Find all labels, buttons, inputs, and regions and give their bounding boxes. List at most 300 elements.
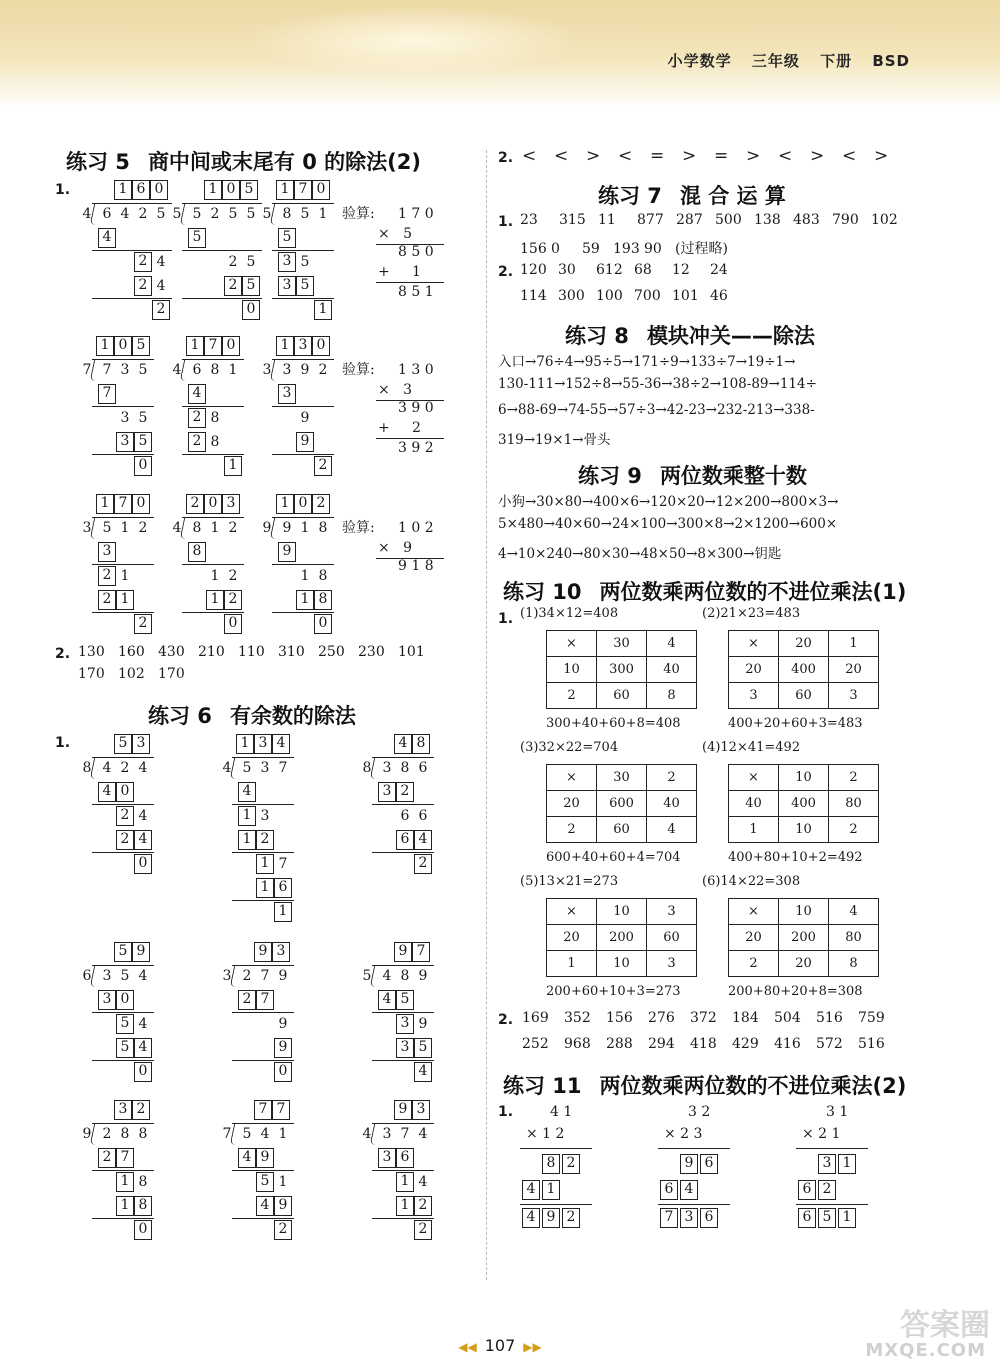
dividend-digit: 8 xyxy=(120,1126,130,1142)
grid-cell: 2 xyxy=(829,817,879,843)
step-digit: 0 xyxy=(116,990,134,1010)
dividend-digit: 8 xyxy=(138,1126,148,1142)
divisor: 4 xyxy=(362,1126,372,1142)
step-digit: 8 xyxy=(318,568,328,584)
partial-product-digit: 1 xyxy=(838,1154,856,1174)
quotient-digit: 4 xyxy=(272,734,290,754)
answer-value: 294 xyxy=(648,1036,675,1052)
long-division xyxy=(78,734,178,874)
route-line: 130-111→152÷8→55-36→38÷2→108-89→114÷ xyxy=(498,376,817,392)
column-divider xyxy=(486,150,487,1280)
ex5-q1-label: 1. xyxy=(55,182,71,198)
answer-value: 416 xyxy=(774,1036,801,1052)
step-digit: 5 xyxy=(396,990,414,1010)
rule-line xyxy=(232,900,294,901)
dividend-digit: 8 xyxy=(400,968,410,984)
answer-value: 968 xyxy=(564,1036,591,1052)
quotient-digit: 5 xyxy=(114,734,132,754)
grid-cell: 20 xyxy=(829,657,879,683)
ex11-q1-label: 1. xyxy=(498,1104,514,1120)
answer-value: 287 xyxy=(676,212,703,228)
rule-line xyxy=(92,804,154,805)
rule-line xyxy=(182,298,262,299)
partial-product-digit: 2 xyxy=(562,1154,580,1174)
rule-line xyxy=(658,1204,730,1205)
step-digit: 9 xyxy=(278,542,296,562)
rule-line xyxy=(182,564,244,565)
verify-label: 验算: xyxy=(342,520,375,536)
grid-cell: 20 xyxy=(779,951,829,977)
dividend-digit: 6 xyxy=(102,206,112,222)
rule-line xyxy=(272,298,334,299)
product-digit: 2 xyxy=(562,1208,580,1228)
quotient-digit: 2 xyxy=(186,494,204,514)
ex5-q2-answers xyxy=(78,644,458,682)
rule-line xyxy=(520,1204,592,1205)
grid-cell: 1 xyxy=(829,631,879,657)
verify-sum: 3 9 2 xyxy=(398,440,434,456)
multiplication-grid xyxy=(728,630,879,709)
route-line: 5×480→40×60→24×100→300×8→2×1200→600× xyxy=(498,516,838,532)
partial-product-digit: 3 xyxy=(818,1154,836,1174)
sum-equation: 300+40+60+8=408 xyxy=(546,716,681,731)
divisor: 3 xyxy=(222,968,232,984)
divisor: 8 xyxy=(82,760,92,776)
step-digit: 2 xyxy=(98,566,116,586)
dividend-digit: 2 xyxy=(120,760,130,776)
ex10-title-num: 练习 10 xyxy=(503,580,582,604)
sum-equation: 400+20+60+3=483 xyxy=(728,716,863,731)
grid-cell: 4 xyxy=(647,817,697,843)
answer-value: 11 xyxy=(598,212,616,228)
grid-cell: 300 xyxy=(597,657,647,683)
long-division xyxy=(78,494,178,634)
divisor: 9 xyxy=(82,1126,92,1142)
quotient-digit: 8 xyxy=(412,734,430,754)
rule-line xyxy=(372,1012,434,1013)
dividend-digit: 4 xyxy=(260,1126,270,1142)
divisor: 9 xyxy=(262,520,272,536)
rule-line xyxy=(92,454,154,455)
quotient-digit: 3 xyxy=(254,734,272,754)
step-digit: 9 xyxy=(274,1196,292,1216)
route-line: 入口→76÷4→95÷5→171÷9→133÷7→19÷1→ xyxy=(498,354,796,370)
multiplicand: 3 2 xyxy=(688,1104,711,1120)
compare-symbols xyxy=(522,146,906,166)
divisor: 5 xyxy=(262,206,272,222)
dividend-digit: 6 xyxy=(192,362,202,378)
grid-cell: 200 xyxy=(597,925,647,951)
ex6-title xyxy=(148,700,356,730)
grid-cell: 3 xyxy=(829,683,879,709)
verify-product: 8 5 0 xyxy=(398,244,434,260)
step-digit: 3 xyxy=(98,990,116,1010)
partial-product-digit: 9 xyxy=(680,1154,698,1174)
rule-line xyxy=(92,564,154,565)
dividend-digit: 2 xyxy=(318,362,328,378)
step-digit: 3 xyxy=(378,1148,396,1168)
long-division xyxy=(168,336,268,476)
step-digit: 5 xyxy=(296,276,314,296)
answer-value: 12 xyxy=(672,262,690,278)
quotient-digit: 7 xyxy=(272,1100,290,1120)
grid-cell: 10 xyxy=(779,765,829,791)
multiplier: × 2 1 xyxy=(802,1126,841,1142)
rule-line xyxy=(232,1218,294,1219)
grid-cell: 3 xyxy=(647,951,697,977)
step-digit: 9 xyxy=(274,1038,292,1058)
grid-cell: 1 xyxy=(547,951,597,977)
multiplier: × 2 3 xyxy=(664,1126,703,1142)
step-digit: 2 xyxy=(188,432,206,452)
divisor: 7 xyxy=(82,362,92,378)
quotient-digit: 0 xyxy=(222,180,240,200)
step-digit: 6 xyxy=(274,878,292,898)
vertical-multiplication xyxy=(520,1102,610,1242)
quotient-digit: 2 xyxy=(132,1100,150,1120)
rule-line xyxy=(272,612,334,613)
rule-line xyxy=(232,804,294,805)
sum-equation: 200+80+20+8=308 xyxy=(728,984,863,999)
ex10-q2-line1 xyxy=(522,1010,900,1026)
rule-line xyxy=(92,1170,154,1171)
partial-product-digit: 8 xyxy=(542,1154,560,1174)
quotient-digit: 0 xyxy=(312,180,330,200)
step-digit: 5 xyxy=(246,254,256,270)
edition-label: BSD xyxy=(872,52,910,70)
ex10-title xyxy=(503,576,906,606)
verify-multiplier: × 5 xyxy=(378,226,412,242)
quotient-digit: 0 xyxy=(132,494,150,514)
ex11-title-text: 两位数乘两位数的不进位乘法(2) xyxy=(599,1074,907,1098)
quotient-digit: 5 xyxy=(240,180,258,200)
prev-arrows-icon: ◀◀ xyxy=(458,1340,477,1354)
route-line: 小狗→30×80→400×6→120×20→12×200→800×3→ xyxy=(498,494,839,510)
rule-line xyxy=(520,1148,592,1149)
verification-block xyxy=(342,204,462,304)
dividend-digit: 9 xyxy=(278,968,288,984)
partial-product-digit: 4 xyxy=(522,1180,540,1200)
answer-value: 418 xyxy=(690,1036,717,1052)
remainder-digit: 2 xyxy=(414,854,432,874)
compare-symbol: < xyxy=(618,146,633,166)
ex7-q1-label: 1. xyxy=(498,214,514,230)
answer-value: 160 xyxy=(118,644,145,660)
grid-cell: × xyxy=(547,631,597,657)
watermark-logo: 答案圈 xyxy=(900,1308,990,1343)
step-digit: 2 xyxy=(134,276,152,296)
route-line: 4→10×240→80×30→48×50→8×300→钥匙 xyxy=(498,546,782,562)
answer-value: 230 xyxy=(358,644,385,660)
rule-line xyxy=(796,1148,868,1149)
ex8-title xyxy=(565,320,815,350)
grid-cell: 10 xyxy=(597,899,647,925)
product-digit: 6 xyxy=(798,1208,816,1228)
remainder-digit: 0 xyxy=(242,300,260,320)
dividend-digit: 3 xyxy=(382,760,392,776)
dividend-digit: 5 xyxy=(156,206,166,222)
step-digit: 4 xyxy=(138,808,148,824)
multiplication-grid xyxy=(546,764,697,843)
ex5-q2-label: 2. xyxy=(55,646,71,662)
remainder-digit: 2 xyxy=(414,1220,432,1240)
rule-line xyxy=(272,454,334,455)
long-division xyxy=(358,1100,458,1240)
dividend-digit: 8 xyxy=(400,760,410,776)
step-digit: 2 xyxy=(224,590,242,610)
dividend-digit: 8 xyxy=(210,362,220,378)
grid-cell: 60 xyxy=(597,817,647,843)
grid-cell: 20 xyxy=(779,631,829,657)
compare-symbol: > xyxy=(586,146,601,166)
sum-equation: 600+40+60+4=704 xyxy=(546,850,681,865)
grid-cell: 10 xyxy=(597,951,647,977)
long-division xyxy=(168,494,268,634)
quotient-digit: 1 xyxy=(236,734,254,754)
step-digit: 4 xyxy=(156,278,166,294)
ex11-title xyxy=(503,1070,906,1100)
remainder-digit: 1 xyxy=(314,300,332,320)
page-number: 107 xyxy=(484,1336,516,1355)
remainder-digit: 0 xyxy=(274,1062,292,1082)
long-division xyxy=(168,180,268,320)
grid-cell: 400 xyxy=(779,657,829,683)
ex10-q2-label: 2. xyxy=(498,1012,514,1028)
answer-value: 372 xyxy=(690,1010,717,1026)
rule-line xyxy=(92,250,172,251)
verify-product: 9 1 8 xyxy=(398,558,434,574)
step-digit: 4 xyxy=(238,782,256,802)
rule-line xyxy=(272,406,334,407)
rule-line xyxy=(796,1204,868,1205)
remainder-digit: 2 xyxy=(152,300,170,320)
step-digit: 2 xyxy=(116,830,134,850)
step-digit: 4 xyxy=(256,1196,274,1216)
quotient-digit: 0 xyxy=(222,336,240,356)
step-digit: 1 xyxy=(210,568,220,584)
divisor: 5 xyxy=(362,968,372,984)
quotient-digit: 9 xyxy=(394,1100,412,1120)
remainder-digit: 1 xyxy=(224,456,242,476)
step-digit: 4 xyxy=(418,1174,428,1190)
step-digit: 3 xyxy=(116,432,134,452)
rule-line xyxy=(372,804,434,805)
answer-value: 101 xyxy=(672,288,699,304)
step-digit: 2 xyxy=(256,830,274,850)
step-digit: 2 xyxy=(116,806,134,826)
answer-value: 102 xyxy=(871,212,898,228)
grid-cell: 30 xyxy=(597,631,647,657)
dividend-digit: 1 xyxy=(300,520,310,536)
dividend-digit: 4 xyxy=(102,760,112,776)
divisor: 4 xyxy=(172,520,182,536)
step-digit: 0 xyxy=(116,782,134,802)
dividend-digit: 5 xyxy=(242,1126,252,1142)
rule-line xyxy=(232,852,294,853)
grid-cell: 20 xyxy=(547,791,597,817)
grid-cell: × xyxy=(547,899,597,925)
problem-heading: (4)12×41=492 xyxy=(702,740,801,755)
multiplication-grid xyxy=(546,630,697,709)
rule-line xyxy=(92,852,154,853)
ex7-line4 xyxy=(520,288,748,304)
dividend-digit: 2 xyxy=(138,206,148,222)
step-digit: 9 xyxy=(256,1148,274,1168)
multiplication-grid xyxy=(546,898,697,977)
dividend-digit: 4 xyxy=(138,760,148,776)
grid-cell: 40 xyxy=(729,791,779,817)
answer-value: 156 xyxy=(520,241,547,257)
dividend-digit: 1 xyxy=(318,206,328,222)
step-digit: 8 xyxy=(210,434,220,450)
answer-value: 572 xyxy=(816,1036,843,1052)
quotient-digit: 3 xyxy=(272,942,290,962)
sum-equation: 200+60+10+3=273 xyxy=(546,984,681,999)
answer-value: 700 xyxy=(634,288,661,304)
quotient-digit: 3 xyxy=(294,336,312,356)
dividend-digit: 5 xyxy=(102,520,112,536)
grade-label: 三年级 xyxy=(751,52,800,70)
verify-multiplier: × 3 xyxy=(378,382,412,398)
ex6-q1-label: 1. xyxy=(55,735,71,751)
rule-line xyxy=(182,454,244,455)
dividend-digit: 1 xyxy=(120,520,130,536)
grid-cell: 30 xyxy=(597,765,647,791)
answer-value: 516 xyxy=(858,1036,885,1052)
quotient-digit: 1 xyxy=(276,336,294,356)
step-digit: 5 xyxy=(116,1038,134,1058)
answer-value: 130 xyxy=(78,644,105,660)
quotient-digit: 3 xyxy=(412,1100,430,1120)
rule-line xyxy=(232,1060,294,1061)
grid-cell: 4 xyxy=(829,899,879,925)
dividend-digit: 9 xyxy=(418,968,428,984)
product-digit: 4 xyxy=(522,1208,540,1228)
divisor: 3 xyxy=(82,520,92,536)
grid-cell: 8 xyxy=(829,951,879,977)
dividend-digit: 2 xyxy=(138,520,148,536)
divisor: 8 xyxy=(362,760,372,776)
quotient-digit: 1 xyxy=(114,180,132,200)
answer-value: 30 xyxy=(558,262,576,278)
quotient-digit: 1 xyxy=(204,180,222,200)
grid-cell: 600 xyxy=(597,791,647,817)
answer-value: 504 xyxy=(774,1010,801,1026)
grid-cell: 10 xyxy=(779,899,829,925)
divisor: 4 xyxy=(172,362,182,378)
grid-cell: × xyxy=(729,899,779,925)
step-digit: 3 xyxy=(378,782,396,802)
dividend-digit: 5 xyxy=(120,968,130,984)
quotient-digit: 9 xyxy=(254,942,272,962)
ex6-title-num: 练习 6 xyxy=(148,704,212,728)
answer-value: 170 xyxy=(158,666,185,682)
rule-line xyxy=(272,564,334,565)
dividend-digit: 8 xyxy=(318,520,328,536)
answer-value: 516 xyxy=(816,1010,843,1026)
grid-cell: 2 xyxy=(547,817,597,843)
ex10-q2-line2 xyxy=(522,1036,900,1052)
answer-value: 252 xyxy=(522,1036,549,1052)
answer-value: 790 xyxy=(832,212,859,228)
answer-value: 612 xyxy=(596,262,623,278)
answer-value: 90 xyxy=(644,241,662,257)
step-digit: 4 xyxy=(188,384,206,404)
remainder-digit: 2 xyxy=(134,614,152,634)
step-digit: 3 xyxy=(278,276,296,296)
step-digit: 1 xyxy=(256,854,274,874)
quotient-digit: 4 xyxy=(394,734,412,754)
quotient-digit: 9 xyxy=(132,942,150,962)
dividend-digit: 9 xyxy=(282,520,292,536)
divisor: 4 xyxy=(222,760,232,776)
grid-cell: × xyxy=(729,765,779,791)
answer-value: 46 xyxy=(710,288,728,304)
quotient-digit: 0 xyxy=(150,180,168,200)
answer-value: 300 xyxy=(558,288,585,304)
ex7-title-num: 练习 7 xyxy=(598,184,662,208)
ex9-title-text: 两位数乘整十数 xyxy=(659,464,807,488)
answer-value: 352 xyxy=(564,1010,591,1026)
answer-value: 483 xyxy=(793,212,820,228)
ex5-title-text: 商中间或末尾有 0 的除法(2) xyxy=(147,150,421,174)
divisor: 3 xyxy=(262,362,272,378)
rule-line xyxy=(232,1170,294,1171)
dividend-digit: 3 xyxy=(282,362,292,378)
step-digit: 9 xyxy=(296,432,314,452)
verify-multiplicand: 1 7 0 xyxy=(398,206,434,222)
step-digit: 1 xyxy=(206,590,224,610)
step-digit: 1 xyxy=(116,1196,134,1216)
step-digit: 5 xyxy=(242,276,260,296)
remainder-digit: 0 xyxy=(134,456,152,476)
ex9-title-num: 练习 9 xyxy=(578,464,642,488)
dividend-digit: 5 xyxy=(138,362,148,378)
vertical-multiplication xyxy=(658,1102,748,1242)
answer-value: 759 xyxy=(858,1010,885,1026)
step-digit: 7 xyxy=(278,856,288,872)
ex10-q1-label: 1. xyxy=(498,611,514,627)
step-digit: 3 xyxy=(278,252,296,272)
step-digit: 2 xyxy=(238,990,256,1010)
rule-line xyxy=(92,612,154,613)
quotient-digit: 9 xyxy=(394,942,412,962)
step-digit: 1 xyxy=(238,830,256,850)
grid-cell: 10 xyxy=(779,817,829,843)
step-digit: 3 xyxy=(120,410,130,426)
grid-cell: 2 xyxy=(729,951,779,977)
remainder-digit: 0 xyxy=(134,1062,152,1082)
dividend-digit: 5 xyxy=(242,760,252,776)
step-digit: 9 xyxy=(278,1016,288,1032)
ex8-title-text: 模块冲关——除法 xyxy=(646,324,815,348)
route-line: 6→88-69→74-55→57÷3→42-23→232-213→338- xyxy=(498,402,815,418)
grid-cell: 8 xyxy=(647,683,697,709)
verify-label: 验算: xyxy=(342,206,375,222)
compare-symbol: < xyxy=(522,146,537,166)
step-digit: 2 xyxy=(188,408,206,428)
quotient-digit: 1 xyxy=(186,336,204,356)
product-digit: 5 xyxy=(818,1208,836,1228)
step-digit: 1 xyxy=(396,1172,414,1192)
answer-value: 110 xyxy=(238,644,265,660)
dividend-digit: 7 xyxy=(400,1126,410,1142)
grid-cell: 3 xyxy=(647,899,697,925)
verify-multiplicand: 1 3 0 xyxy=(398,362,434,378)
problem-heading: (3)32×22=704 xyxy=(520,740,619,755)
step-digit: 5 xyxy=(116,1014,134,1034)
dividend-digit: 3 xyxy=(120,362,130,378)
